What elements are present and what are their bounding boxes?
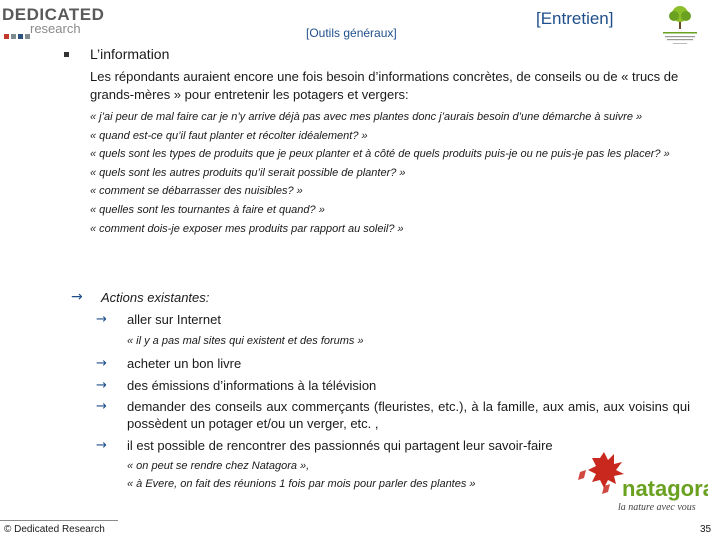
logo-dot <box>25 34 30 39</box>
tree-logo-icon <box>655 3 705 47</box>
logo-text-dedicated: DEDICATED <box>2 5 105 24</box>
quote-item: « j’ai peur de mal faire car je n’y arrive déjà pas avec mes plantes donc j’aurais besoin d’une démarche à suivre » <box>90 111 643 123</box>
section-tag: [Outils généraux] <box>306 26 397 40</box>
bullet-square-icon <box>64 52 69 57</box>
footer-divider <box>0 520 118 521</box>
logo-dot <box>18 34 23 39</box>
quote-item: « comment se débarrasser des nuisibles? » <box>90 185 303 198</box>
arrow-right-icon: → <box>71 289 83 305</box>
action-text: demander des conseils aux commerçants (fleuristes, etc.), à la famille, aux amis, aux voisins qui possèdent un potager et/ou un verger, etc. , <box>127 399 690 431</box>
arrow-right-icon: → <box>96 312 107 327</box>
logo-dot <box>4 34 9 39</box>
actions-heading: Actions existantes: <box>101 290 210 305</box>
action-text: des émissions d’informations à la télévision <box>127 378 377 393</box>
intro-paragraph: Les répondants auraient encore une fois besoin d’informations concrètes, de conseils ou de « trucs de grands-mères » pour entretenir les potagers et vergers: <box>90 69 679 102</box>
logo-dot <box>11 34 16 39</box>
action-text: acheter un bon livre <box>127 356 242 371</box>
natagora-tagline: la nature avec vous <box>618 502 696 513</box>
quote-item: « quand est-ce qu’il faut planter et récolter idéalement? » <box>90 129 368 142</box>
arrow-right-icon: → <box>96 356 107 371</box>
quote-item: « quels sont les types de produits que je peux planter et à côté de quels produits puis-je ou ne puis-je pas les placer? » <box>90 148 670 161</box>
dedicated-research-logo <box>2 5 105 36</box>
passion-quote: « à Evere, on fait des réunions 1 fois par mois pour parler des plantes » <box>127 478 476 490</box>
quote-item: « comment dois-je exposer mes produits par rapport au soleil? » <box>90 222 404 235</box>
quote-item: « quelles sont les tournantes à faire et quand? » <box>90 203 325 216</box>
arrow-right-icon: → <box>96 378 107 393</box>
arrow-right-icon: → <box>96 438 107 453</box>
page-number: 35 <box>700 524 712 535</box>
section-heading: L’information <box>90 46 170 62</box>
action-text: aller sur Internet <box>127 312 221 327</box>
arrow-right-icon: → <box>96 399 107 414</box>
footer-copyright: © Dedicated Research <box>4 524 105 535</box>
logo-dots <box>4 26 32 44</box>
action-text: il est possible de rencontrer des passionnés qui partagent leur savoir-faire <box>127 438 553 453</box>
quote-item: « quels sont les autres produits qu’il serait possible de planter? » <box>90 166 406 179</box>
quotes-list <box>90 110 690 240</box>
natagora-wordmark: natagora <box>622 476 708 501</box>
logo-text-research: research <box>30 21 81 36</box>
natagora-logo <box>570 452 708 516</box>
natagora-bird-icon <box>570 452 708 516</box>
topic-tag: [Entretien] <box>536 9 614 28</box>
passion-quote: « on peut se rendre chez Natagora », <box>127 460 310 472</box>
internet-quote: « il y a pas mal sites qui existent et des forums » <box>127 335 364 347</box>
